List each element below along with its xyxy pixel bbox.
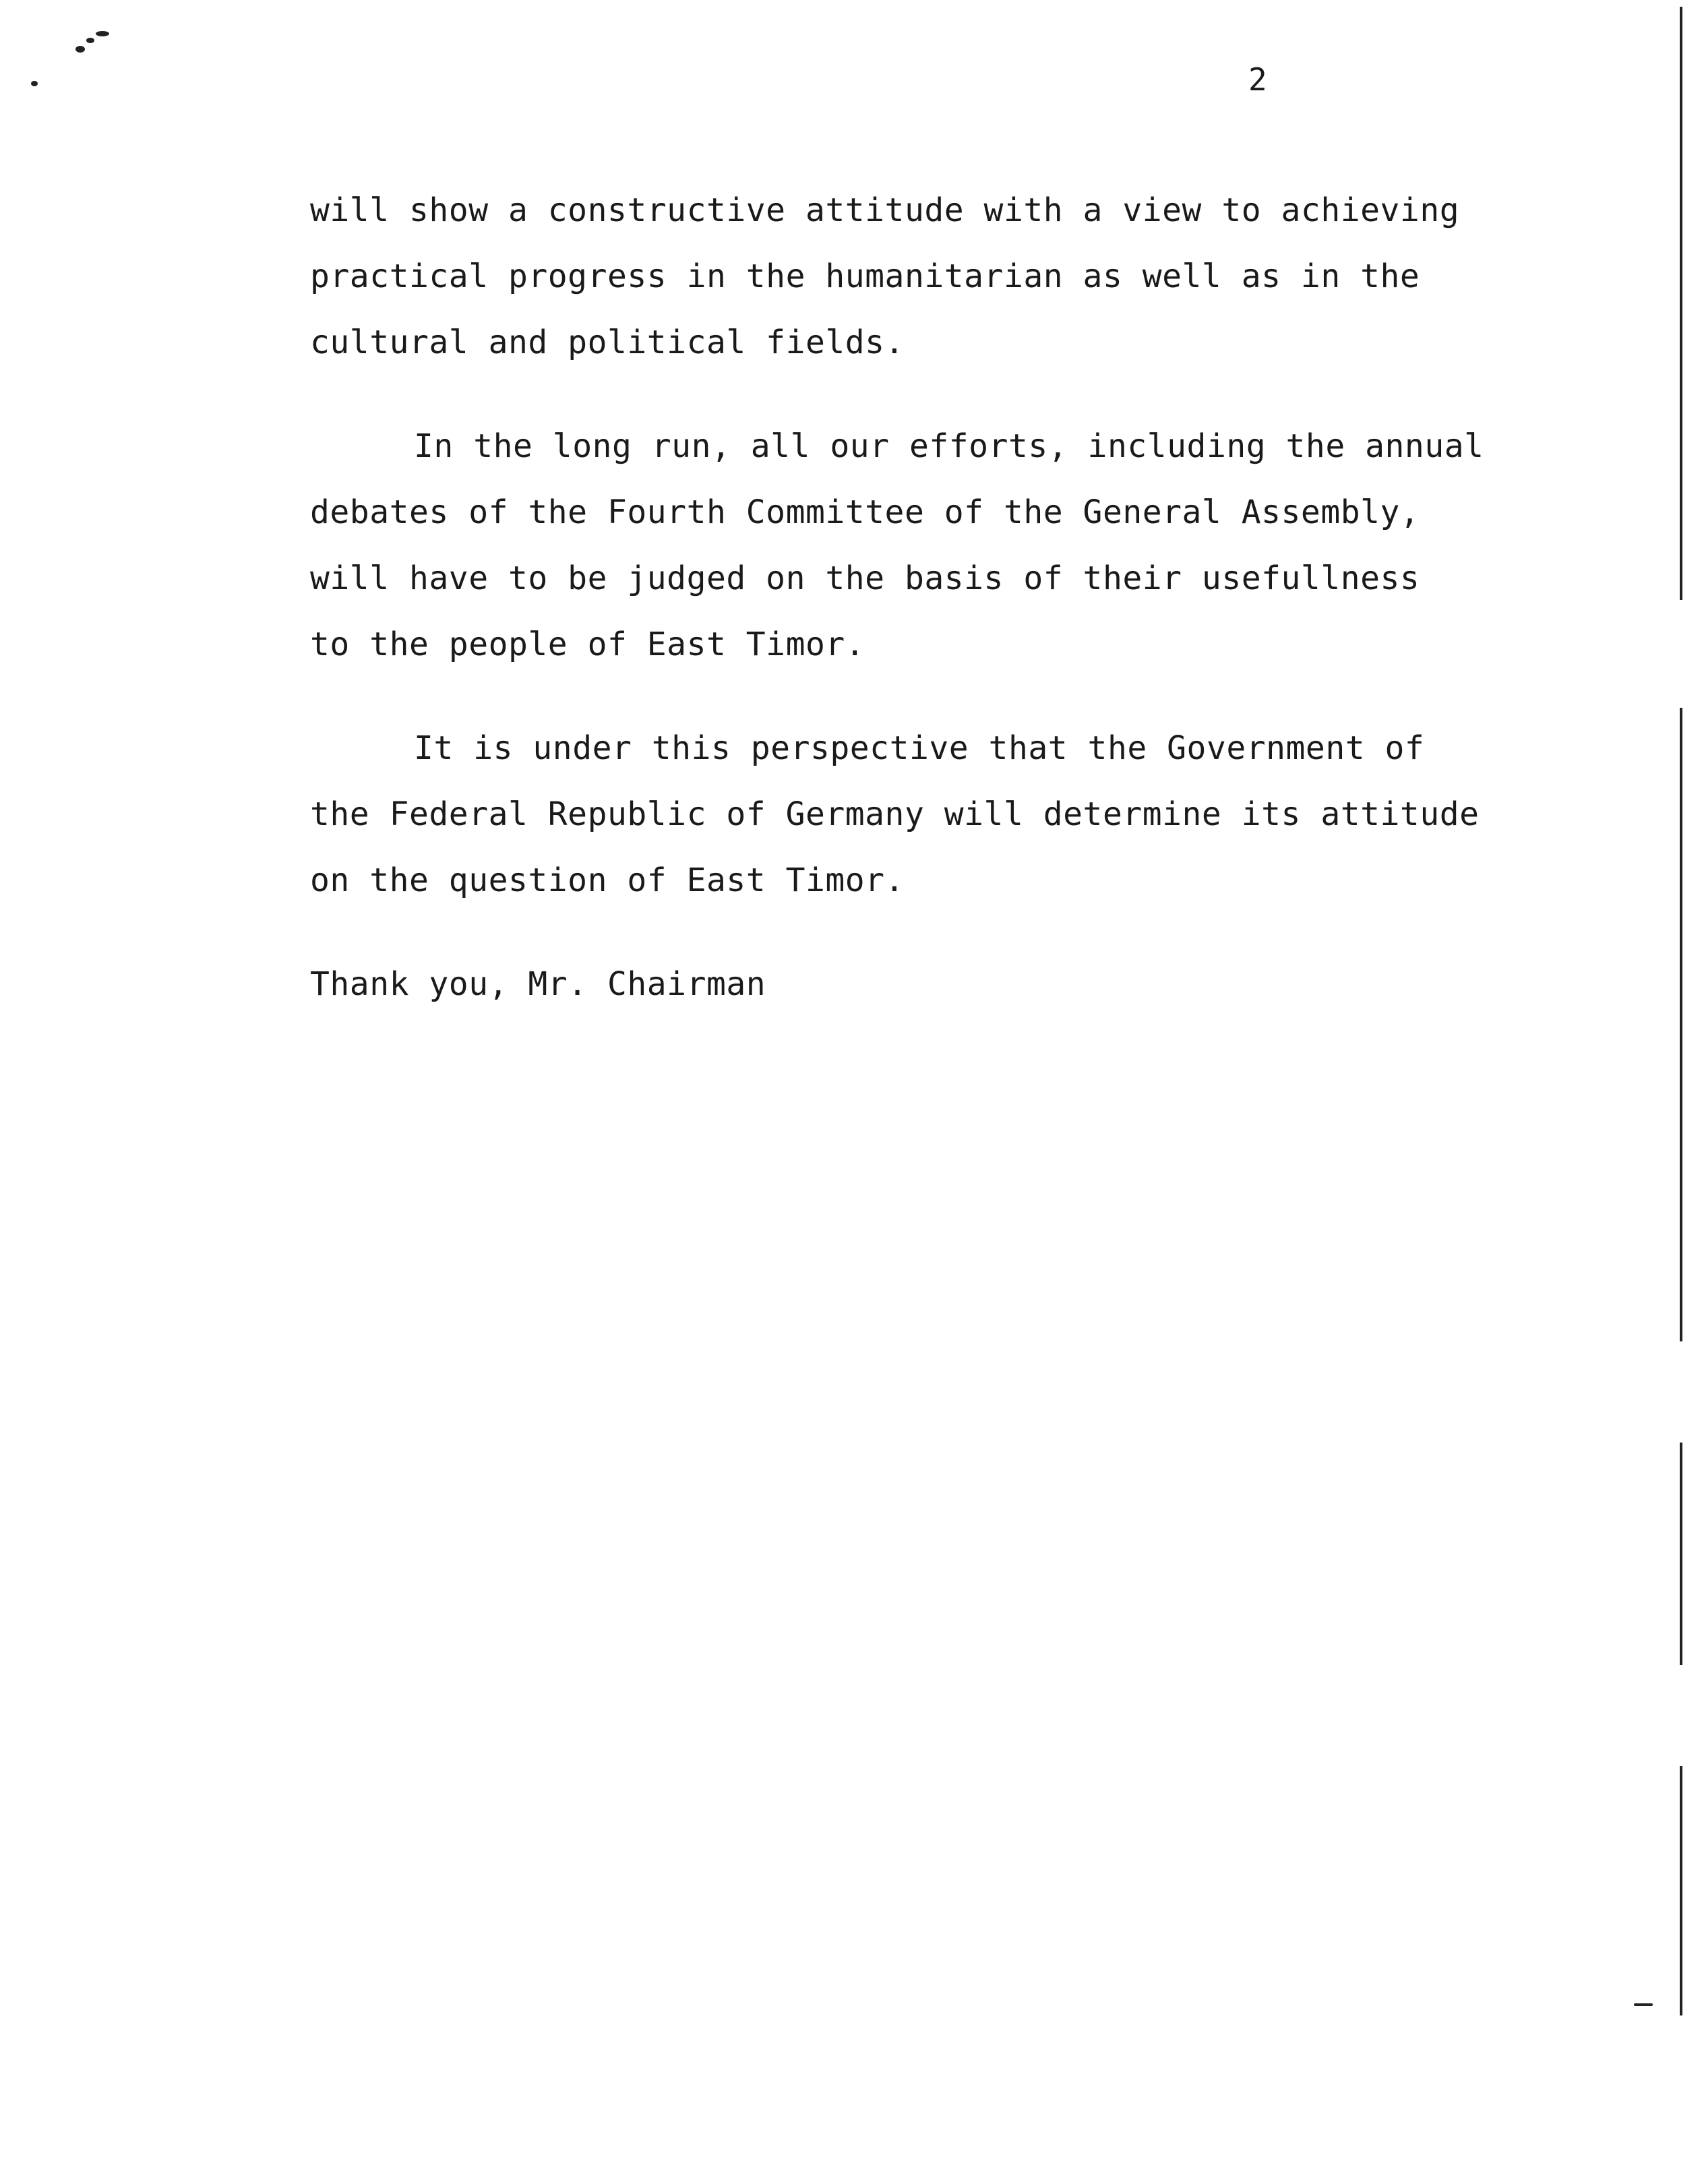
paragraph-1-line-3: cultural and political fields. [310,324,905,361]
paragraph-1-line-2: practical progress in the humanitarian as well as in the [310,257,1420,295]
scan-speck [1634,2003,1653,2006]
paragraph-2-line-1: In the long run, all our efforts, including the annual [414,427,1484,465]
paragraph-2-line-4: to the people of East Timor. [310,626,865,663]
paragraph-2-line-3: will have to be judged on the basis of their usefullness [310,559,1420,597]
scan-edge-line [1680,1443,1682,1665]
scan-speck [75,46,85,53]
scan-edge-line [1680,1766,1682,2015]
paragraph-3-line-3: on the question of East Timor. [310,861,905,899]
scan-speck [96,31,109,36]
scan-edge-line [1680,708,1682,1341]
scan-speck [86,38,94,43]
scan-speck [31,81,38,86]
scan-edge-line [1680,7,1682,600]
closing-line: Thank you, Mr. Chairman [310,965,766,1003]
paragraph-2-line-2: debates of the Fourth Committee of the General Assembly, [310,493,1420,531]
page-number: 2 [1248,61,1267,98]
paragraph-1-line-1: will show a constructive attitude with a view to achieving [310,191,1460,229]
paragraph-3-line-1: It is under this perspective that the Government of [414,729,1425,767]
paragraph-3-line-2: the Federal Republic of Germany will determine its attitude [310,795,1480,833]
